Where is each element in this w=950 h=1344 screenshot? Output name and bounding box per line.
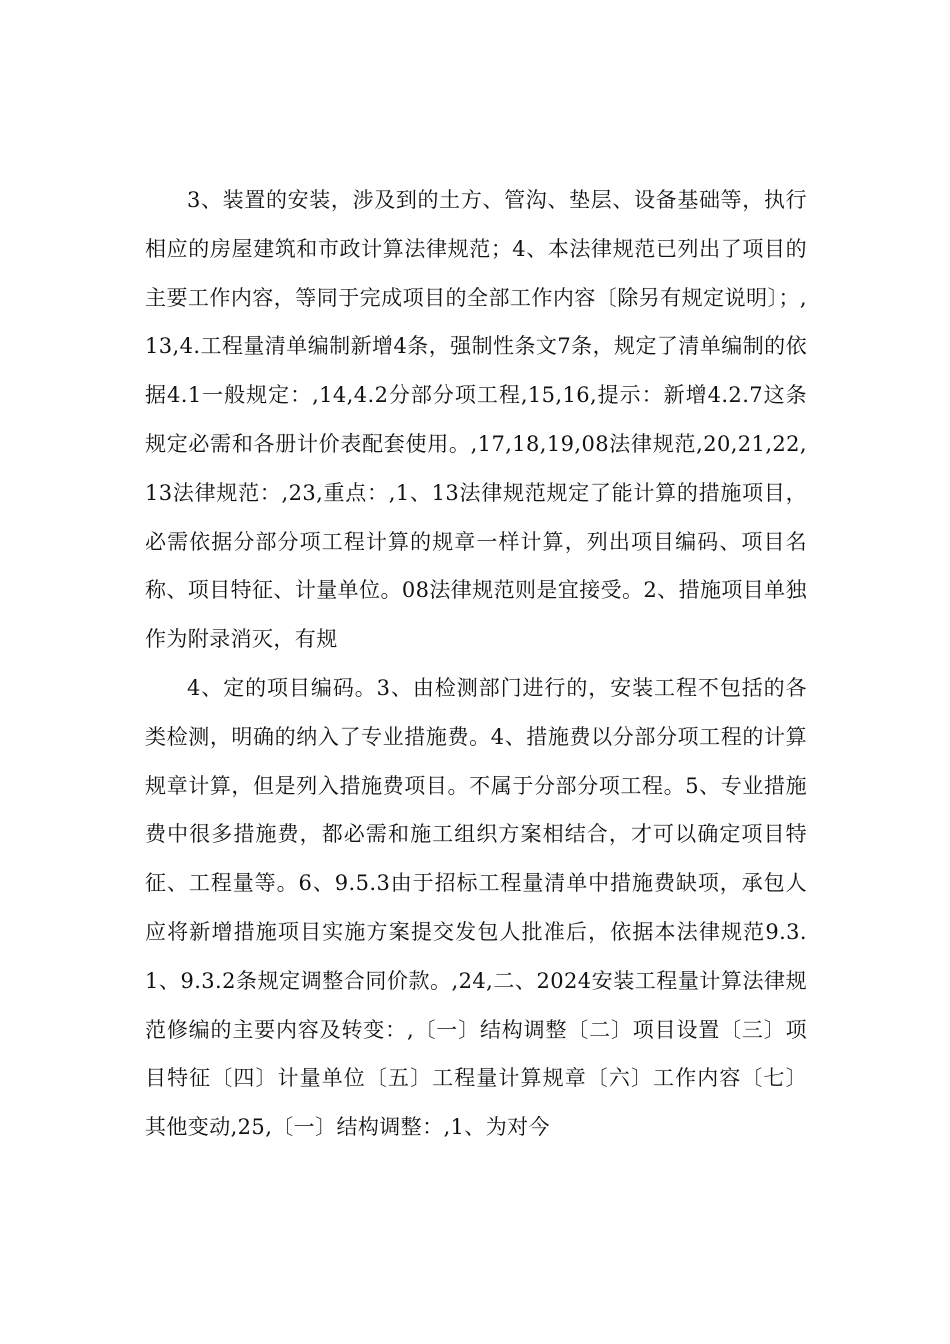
paragraph-2: 4、定的项目编码。3、由检测部门进行的，安装工程不包括的各类检测，明确的纳入了专业措施费。4、措施费以分部分项工程的计算规章计算，但是列入措施费项目。不属于分部分项工程。5、专业措施费中很多措施费，都必需和施工组织方案相结合，才可以确定项目特征、工程量等。6、9.5.3由于招标工程量清单中措施费缺项，承包人应将新增措施项目实施方案提交发包人批准后，依据本法律规范9.3.1、9.3.2条规定调整合同价款。,24,二、2024安装工程量计算法律规范修编的主要内容及转变：,〔一〕结构调整〔二〕项目设置〔三〕项目特征〔四〕计量单位〔五〕工程量计算规章〔六〕工作内容〔七〕其他变动,25,〔一〕结构调整：,1、为对今 xyxy=(145,675,807,1140)
paragraph-1: 3、装置的安装，涉及到的土方、管沟、垫层、设备基础等，执行相应的房屋建筑和市政计算法律规范；4、本法律规范已列出了项目的主要工作内容，等同于完成项目的全部工作内容〔除另有规定说明〕；,13,4.工程量清单编制新增4条，强制性条文7条，规定了清单编制的依据4.1一般规定：,14,4.2分部分项工程,15,16,提示：新增4.2.7这条规定必需和各册计价表配套使用。,17,18,19,08法律规范,20,21,22,13法律规范：,23,重点：,1、13法律规范规定了能计算的措施项目，必需依据分部分项工程计算的规章一样计算，列出项目编码、项目名称、项目特征、计量单位。08法律规范则是宜接受。2、措施项目单独作为附录消灭，有规 xyxy=(145,188,807,652)
document-body xyxy=(145,176,807,1152)
